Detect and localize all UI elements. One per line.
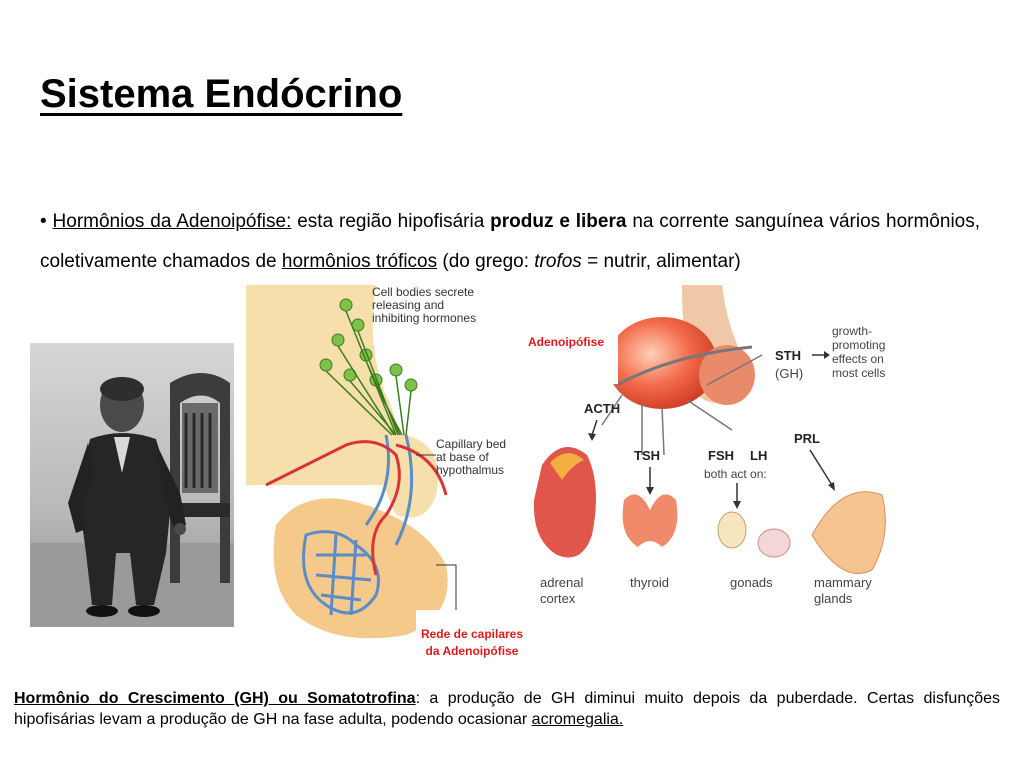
capillary-network-label: Rede de capilares da Adenoipófise [416,610,528,680]
bullet-text-1: esta região hipofisária [291,211,491,232]
adrenal-line-2: cortex [540,591,576,606]
lh-label: LH [750,448,768,463]
bullet-text-4: = nutrir, alimentar) [581,251,741,272]
acth-label: ACTH [584,401,621,416]
gonads [718,512,746,548]
growth-line-2: promoting [832,338,886,352]
capillary-line-1: Capillary bed [436,437,507,451]
bullet-text-3: (do grego: [437,251,535,272]
growth-line-3: effects on [832,352,884,366]
gh-heading: Hormônio do Crescimento (GH) ou Somatotrofina [14,690,416,707]
bullet-paragraph [40,202,980,282]
bullet-bold: produz e libera [490,211,627,232]
growth-line-1: growth- [832,324,873,338]
capillary-line-2: at base of [436,450,489,464]
person-photo [30,343,234,627]
thyroid-label: thyroid [630,575,670,590]
bullet-text-2: na corrente sanguínea vários hormônios, coletivamente chamados de [40,211,981,272]
bottom-paragraph [14,688,1000,730]
both-act-label: both act on: [704,467,767,481]
tsh-label: TSH [634,448,660,463]
acromegalia-link[interactable]: acromegalia. [531,711,624,728]
adrenal-line-1: adrenal [540,575,584,590]
capillary-line-3: hypothalmus [436,463,505,477]
gh-text: : a produção de GH diminui muito depois da puberdade. Certas disfunções hipofisárias levam a produção de GH na fase adulta, podendo ocasionar [14,690,1001,728]
mammary-line-2: glands [814,591,853,606]
cell-bodies-line-2: releasing and [372,298,445,312]
prl-label: PRL [794,431,820,446]
gh-label: (GH) [775,366,804,381]
pituitary-gland [607,317,717,409]
growth-line-4: most cells [832,366,886,380]
sth-label: STH [775,348,801,363]
cell-bodies-line-1: Cell bodies secrete [372,285,475,299]
gonads-label: gonads [730,575,773,590]
hypothalamus-capillary-diagram [246,285,528,647]
bullet-marker: • [40,211,47,232]
bullet-italic: trofos [534,251,582,272]
slide-title: Sistema Endócrino [40,72,403,116]
mammary-line-1: mammary [814,575,872,590]
fsh-label: FSH [708,448,734,463]
bullet-label: Hormônios da Adenoipófise: [52,211,292,232]
cell-bodies-line-3: inhibiting hormones [372,311,477,325]
bullet-underlined: hormônios tróficos [281,251,438,272]
adenoipofise-label: Adenoipófise [514,300,618,384]
